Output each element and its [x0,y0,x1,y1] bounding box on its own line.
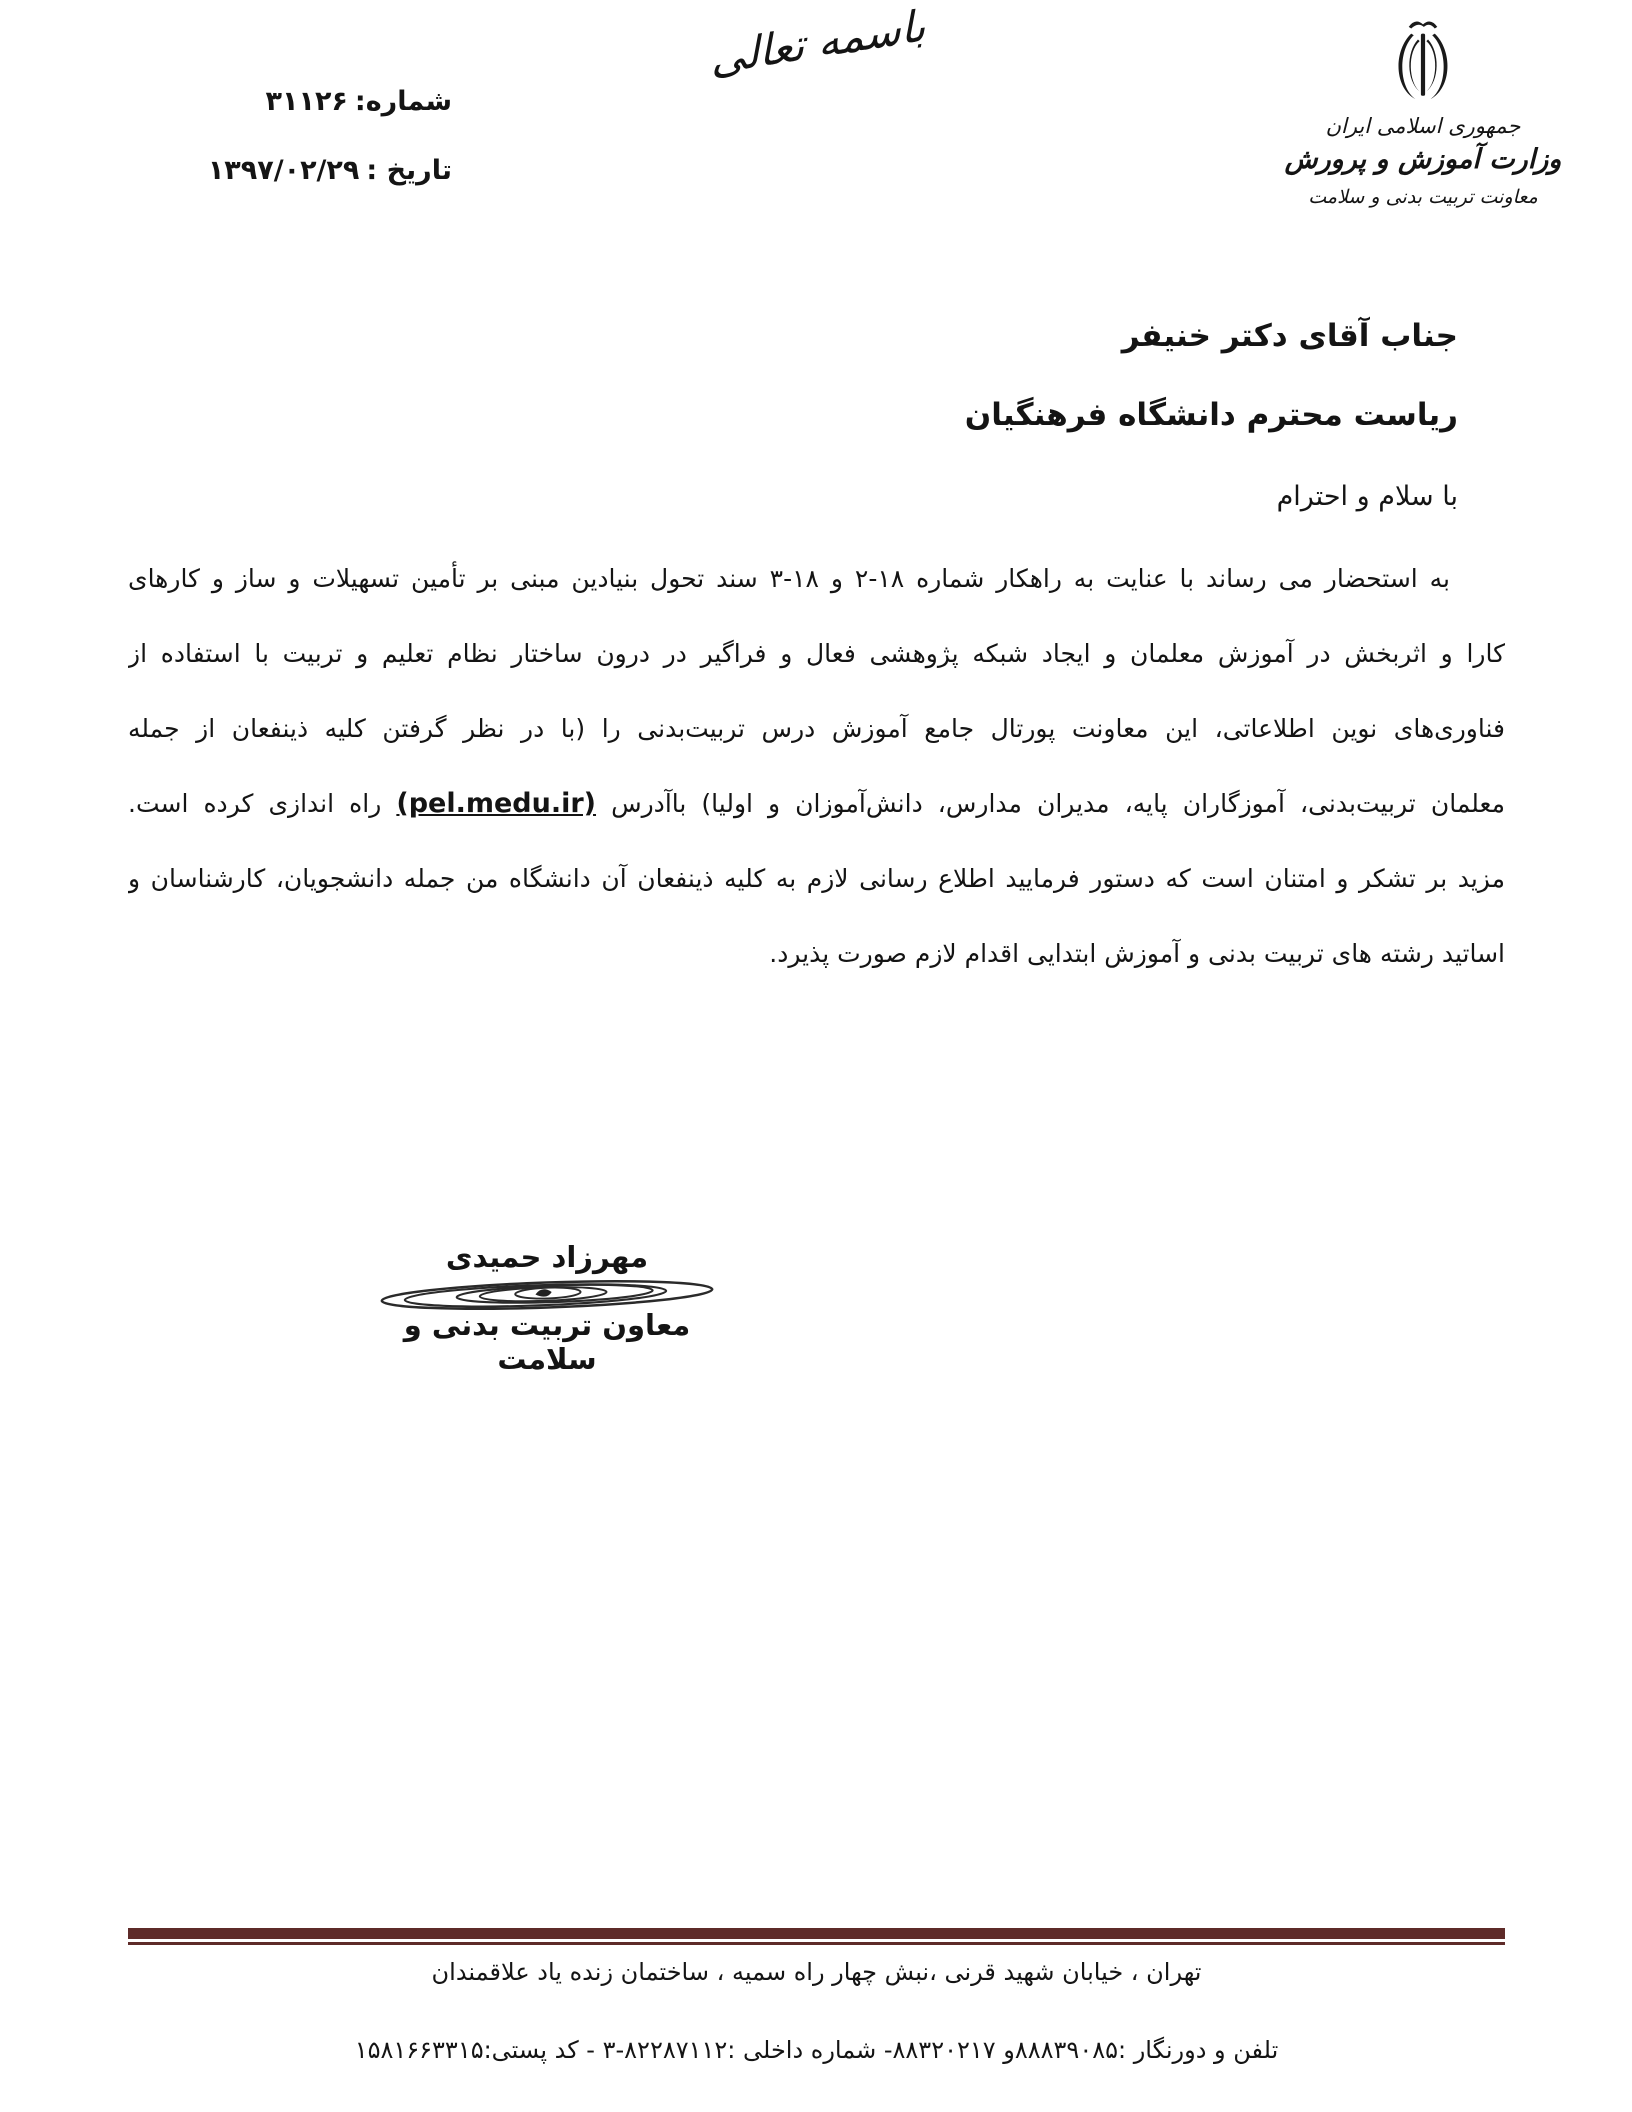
iran-national-emblem-icon [1381,16,1465,110]
org-ministry: وزارت آموزش و پرورش [1284,144,1562,175]
org-header-block [1268,16,1578,208]
letter-number-value: ۳۱۱۲۶ [265,86,348,117]
footer-contact: تلفن و دورنگار :۸۸۸۳۹۰۸۵و ۸۸۳۲۰۲۱۷- شماره داخلی :۸۲۲۸۷۱۱۲-۳ - کد پستی:۱۵۸۱۶۶۳۳۱۵ [354,2036,1279,2064]
letter-meta-block [207,86,452,224]
body-line-1: به استحضار می رساند با عنایت به راهکار شماره ۱۸-۲ و ۱۸-۳ سند تحول بنیادین مبنی بر تأمین تسهیلات و ساز و کارهای [128,564,1451,593]
letter-date-label: تاریخ : [366,155,452,186]
body-line-4 [128,766,1505,841]
recipient-name: جناب آقای دکتر خنیفر [1121,318,1458,354]
letter-number-label: شماره: [354,86,452,117]
recipient-block [965,318,1458,512]
salutation: با سلام و احترام [1276,481,1458,512]
org-country: جمهوری اسلامی ایران [1325,114,1521,138]
signature-block [372,1240,722,1376]
footer-address: تهران ، خیابان شهید قرنی ،نبش چهار راه سمیه ، ساختمان زنده یاد علاقمندان [431,1958,1202,1986]
letter-date-value: ۱۳۹۷/۰۲/۲۹ [207,155,360,186]
footer-rule-thick-bar [128,1928,1505,1939]
footer-rule-thin-bar [128,1942,1505,1945]
body-line-4-before: معلمان تربیت‌بدنی، آموزگاران پایه، مدیران مدارس، دانش‌آموزان و اولیا) باآدرس [596,789,1505,818]
portal-url: (pel.medu.ir) [396,788,597,819]
body-line-2: کارا و اثربخش در آموزش معلمان و ایجاد شبکه پژوهشی فعال و فراگیر در درون ساختار نظام تعلیم و تربیت با استفاده از [128,639,1505,668]
signatory-name: مهرزاد حمیدی [445,1240,649,1274]
org-department: معاونت تربیت بدنی و سلامت [1308,186,1538,208]
letter-number-line [240,86,452,117]
recipient-title: ریاست محترم دانشگاه فرهنگیان [964,397,1458,433]
besmele-calligraphy: باسمه تعالی [709,0,927,86]
body-line-3: فناوری‌های نوین اطلاعاتی، این معاونت پورتال جامع آموزش درس تربیت‌بدنی را (با در نظر گرفتن کلیه ذینفعان از جمله [128,714,1505,743]
letter-date-line [207,155,452,186]
signatory-title: معاون تربیت بدنی و سلامت [403,1308,691,1376]
footer-rule [128,1928,1505,1945]
body-line-4-after: راه اندازی کرده است. [128,789,397,818]
body-line-6: اساتید رشته های تربیت بدنی و آموزش ابتدایی اقدام لازم صورت پذیرد. [769,939,1505,968]
letter-body [128,541,1505,991]
body-line-5: مزید بر تشکر و امتنان است که دستور فرمایید اطلاع رسانی لازم به کلیه ذینفعان آن دانشگاه من جمله دانشجویان، کارشناسان و [128,864,1505,893]
